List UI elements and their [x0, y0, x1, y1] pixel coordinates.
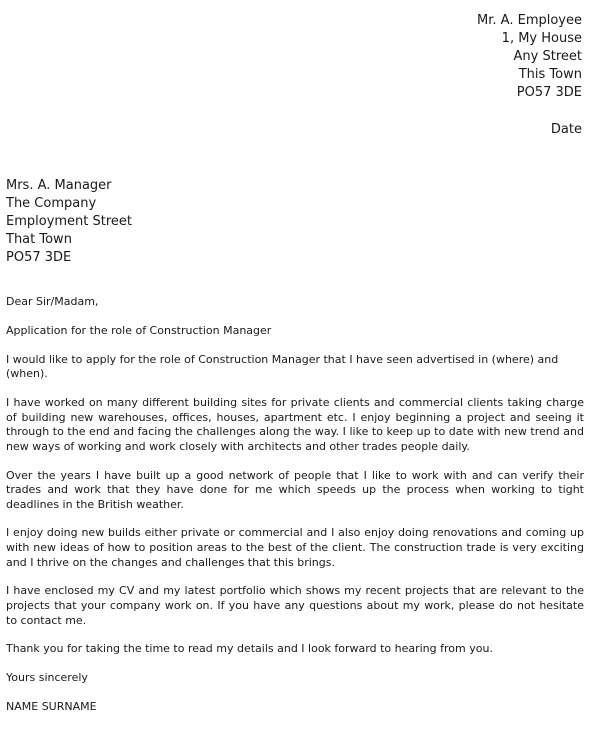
paragraph-intro: I would like to apply for the role of Construction Manager that I have seen advertised in (where) and (when). [6, 352, 559, 381]
sender-address [477, 12, 582, 102]
paragraph-interests: I enjoy doing new builds either private or commercial and I also enjoy doing renovations and coming up with new ideas of how to position areas to the best of the client. The construction trade is very exciting and I thrive on the changes and challenges that this brings. [6, 526, 584, 569]
sender-house: 1, My House [501, 31, 582, 46]
paragraph-thanks: Thank you for taking the time to read my details and I look forward to hearing from you. [6, 642, 493, 656]
letter-body [6, 295, 584, 729]
paragraph-network: Over the years I have built up a good network of people that I like to work with and can verify their trades and work that they have done for me which speeds up the process when working to tight deadlines in the British weather. [6, 468, 584, 511]
sender-postcode: PO57 3DE [516, 85, 582, 100]
sender-street: Any Street [513, 49, 582, 64]
closing: Yours sincerely [6, 671, 88, 685]
recipient-postcode: PO57 3DE [6, 250, 72, 265]
subject-line: Application for the role of Construction Manager [6, 323, 272, 337]
paragraph-experience: I have worked on many different building sites for private clients and commercial clients taking charge of building new warehouses, offices, houses, apartment etc. I enjoy beginning a project and seeing it through to the end and facing the challenges along the way. I like to keep up to date with new trend and new ways of working and work closely with architects and other trades people daily. [6, 395, 584, 453]
recipient-town: That Town [6, 232, 72, 247]
signature: NAME SURNAME [6, 699, 97, 713]
recipient-street: Employment Street [6, 214, 133, 229]
paragraph-enclosures: I have enclosed my CV and my latest portfolio which shows my recent projects that are relevant to the projects that your company work on. If you have any questions about my work, please do not hesitate to contact me. [6, 584, 584, 627]
letter-date: Date [550, 122, 582, 137]
recipient-company: The Company [6, 196, 97, 211]
recipient-address [6, 177, 132, 267]
salutation: Dear Sir/Madam, [6, 295, 99, 308]
sender-name: Mr. A. Employee [477, 13, 582, 28]
sender-town: This Town [518, 67, 582, 82]
recipient-name: Mrs. A. Manager [6, 178, 112, 193]
